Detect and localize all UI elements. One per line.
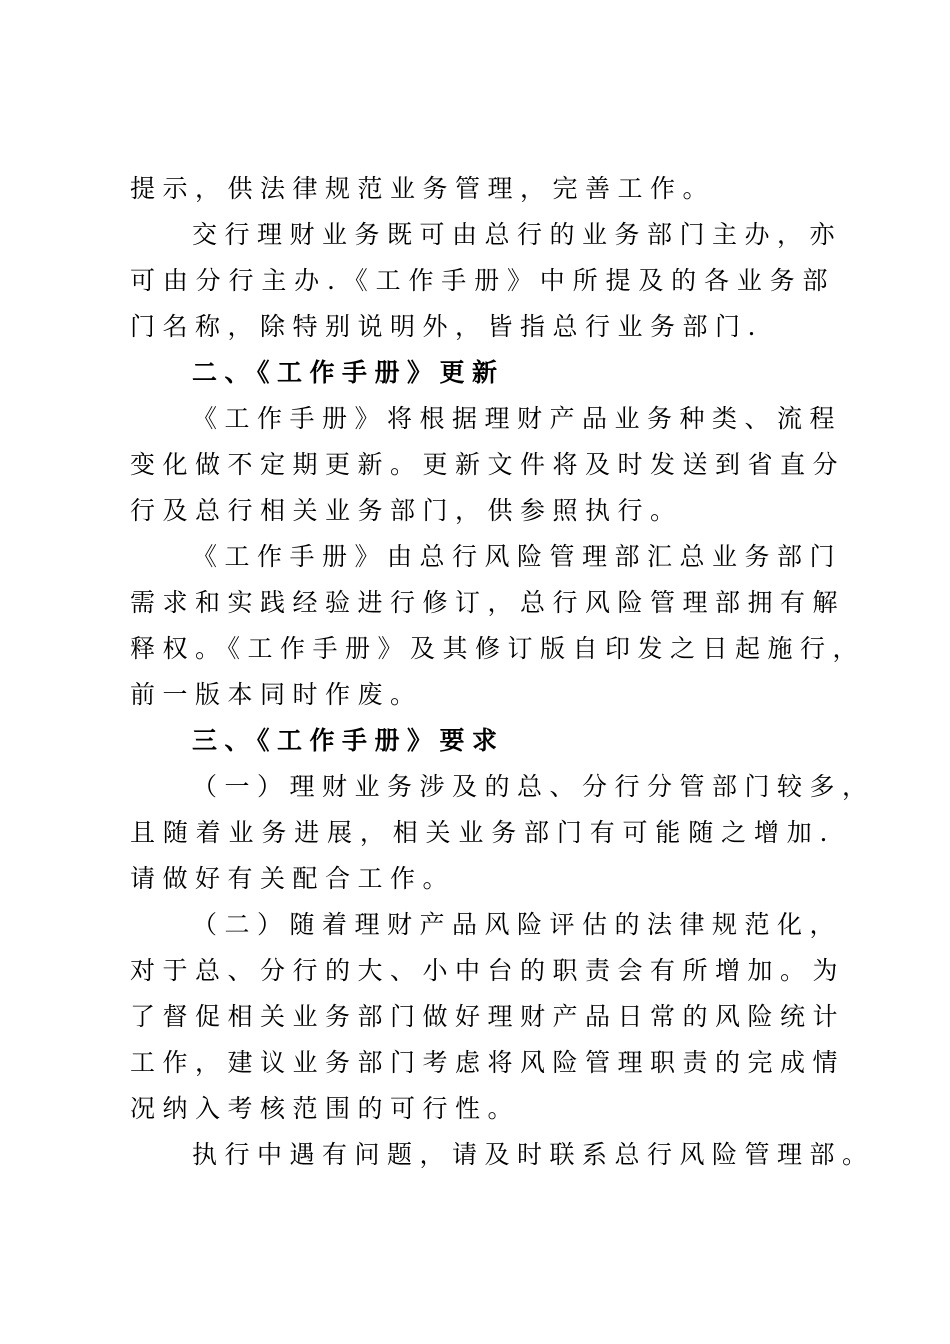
text-line: 前一版本同时作废。	[130, 680, 423, 709]
section-heading: 三、《工作手册》要求	[192, 726, 505, 755]
text-line: 变化做不定期更新。更新文件将及时发送到省直分	[130, 450, 846, 479]
text-line: （二）随着理财产品风险评估的法律规范化，	[192, 910, 843, 939]
text-line: 交行理财业务既可由总行的业务部门主办，亦	[192, 220, 843, 249]
text-line: 况纳入考核范围的可行性。	[130, 1094, 521, 1123]
document-body	[130, 166, 875, 1178]
text-line: 《工作手册》将根据理财产品业务种类、流程	[192, 404, 843, 433]
text-line: 释权。《工作手册》及其修订版自印发之日起施行，	[130, 634, 866, 663]
text-line: 行及总行相关业务部门，供参照执行。	[130, 496, 683, 525]
text-line: 门名称，除特别说明外，皆指总行业务部门.	[130, 312, 763, 341]
text-line: 请做好有关配合工作。	[130, 864, 456, 893]
text-line: 提示，供法律规范业务管理，完善工作。	[130, 174, 716, 203]
text-line: 《工作手册》由总行风险管理部汇总业务部门	[192, 542, 843, 571]
text-line: 对于总、分行的大、小中台的职责会有所增加。为	[130, 956, 846, 985]
text-line: 了督促相关业务部门做好理财产品日常的风险统计	[130, 1002, 846, 1031]
text-line: 且随着业务进展，相关业务部门有可能随之增加.	[130, 818, 835, 847]
text-line: 执行中遇有问题，请及时联系总行风险管理部。	[192, 1140, 875, 1169]
section-heading: 二、《工作手册》更新	[192, 358, 505, 387]
text-line: 需求和实践经验进行修订，总行风险管理部拥有解	[130, 588, 846, 617]
text-line: （一）理财业务涉及的总、分行分管部门较多，	[192, 772, 875, 801]
text-line: 可由分行主办.《工作手册》中所提及的各业务部	[130, 266, 835, 295]
text-line: 工作，建议业务部门考虑将风险管理职责的完成情	[130, 1048, 846, 1077]
